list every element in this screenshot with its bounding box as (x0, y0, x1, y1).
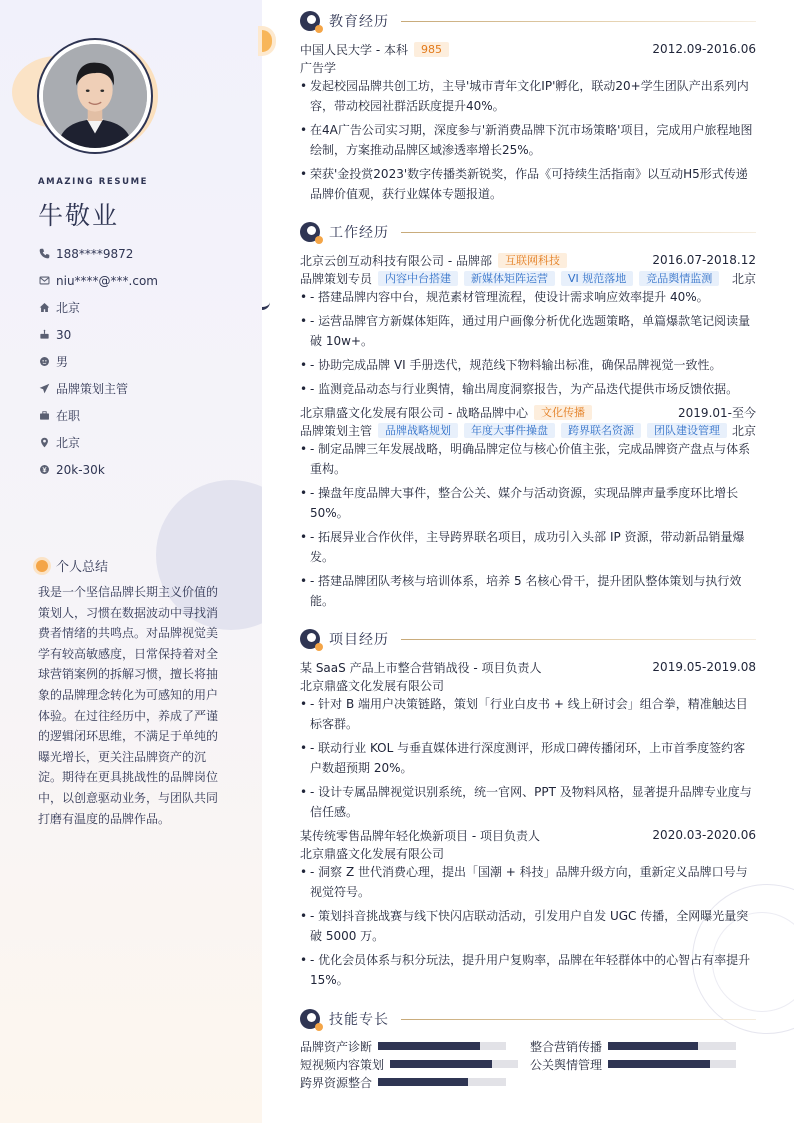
hometown-text: 北京 (56, 301, 81, 315)
project-date: 2020.03-2020.06 (652, 828, 756, 842)
job-skill-tag: 竞品舆情监测 (639, 271, 719, 286)
info-email (38, 267, 158, 294)
list-item: • 荣获'金投赏2023'数字传播类新锐奖，作品《可持续生活指南》以互动H5形式传递品牌价值观，获行业媒体专题报道。 (300, 164, 756, 204)
list-item: • - 优化会员体系与积分玩法，提升用户复购率，品牌在年轻群体中的心智占有率提升 15%。 (300, 950, 756, 990)
skill-fill (608, 1060, 710, 1068)
skill-item (300, 1073, 506, 1091)
skill-fill (378, 1042, 480, 1050)
job-role-row (300, 421, 756, 439)
skill-name: 整合营销传播 (530, 1039, 603, 1054)
job-role: 品牌策划专员 (300, 271, 373, 286)
skill-bar (608, 1060, 736, 1068)
skill-item (300, 1055, 518, 1073)
job-city: 北京 (731, 271, 756, 286)
education-row (300, 40, 756, 58)
home-icon (38, 302, 50, 314)
summary-text: 我是一个坚信品牌长期主义价值的策划人，习惯在数据波动中寻找消费者情绪的共鸣点。对品牌视觉美学有较高敏感度，日常保持着对全球营销案例的拆解习惯，擅长将抽象的品牌理念转化为可感知的用户体验。在过往经历中，养成了严谨的逻辑闭环思维，不满足于单纯的曝光增长，更关注品牌资产的沉淀。期待在更具挑战性的品牌岗位中，以创意驱动业务，与团队共同打磨有温度的品牌作品。 (38, 585, 219, 826)
education-bullets (300, 76, 756, 208)
location-text: 北京 (56, 436, 81, 450)
list-item: • - 洞察 Z 世代消费心理，提出「国潮 + 科技」品牌升级方向，重新定义品牌口号与视觉符号。 (300, 862, 756, 902)
projects-section-header (300, 629, 756, 649)
avatar (43, 44, 147, 148)
list-item: • - 策划抖音挑战赛与线下快闪店联动活动，引发用户自发 UGC 传播，全网曝光量突破 5000 万。 (300, 906, 756, 946)
send-icon (38, 383, 50, 395)
project-row (300, 658, 756, 676)
list-item: • - 拓展异业合作伙伴，主导跨界联名项目，成功引入头部 IP 资源，带动新品销量爆发。 (300, 527, 756, 567)
mail-icon (38, 275, 50, 287)
project-date: 2019.05-2019.08 (652, 660, 756, 674)
list-item: • - 监测竞品动态与行业舆情，输出周度洞察报告，为产品迭代提供市场反馈依据。 (300, 379, 756, 399)
list-item: • - 制定品牌三年发展战略，明确品牌定位与核心价值主张，完成品牌资产盘点与体系重构。 (300, 439, 756, 479)
skill-item (530, 1055, 736, 1073)
status-text: 在职 (56, 409, 81, 423)
school-name: 中国人民大学 - 本科 (300, 42, 408, 57)
skill-fill (608, 1042, 698, 1050)
project-org: 北京鼎盛文化发展有限公司 (300, 679, 445, 693)
job-row (300, 403, 756, 421)
job-role: 品牌策划主管 (300, 423, 373, 438)
skills-title: 技能专长 (329, 1012, 389, 1028)
contact-info-list (38, 240, 158, 483)
phone-text: 188****9872 (56, 246, 134, 261)
gender-text: 男 (56, 355, 69, 369)
list-item: • - 搭建品牌团队考核与培训体系，培养 5 名核心骨干，提升团队整体策划与执行效能。 (300, 571, 756, 611)
skill-fill (390, 1060, 492, 1068)
decor-orange-half-circle (262, 30, 272, 52)
list-item: • - 联动行业 KOL 与垂直媒体进行深度测评，形成口碑传播闭环，上市首季度签约客户数超预期 20%。 (300, 738, 756, 778)
list-item: • - 运营品牌官方新媒体矩阵，通过用户画像分析优化选题策略，单篇爆款笔记阅读量破 10w+。 (300, 311, 756, 351)
job-city: 北京 (731, 423, 756, 438)
project-bullets (300, 694, 756, 826)
school-tag: 985 (414, 42, 449, 57)
location-icon (38, 437, 50, 449)
skill-bar (390, 1060, 518, 1068)
decor-navy-arc (262, 296, 270, 310)
list-item: • 发起校园品牌共创工坊，主导'城市青年文化IP'孵化，联动20+学生团队产出系列内容，带动校园社群活跃度提升40%。 (300, 76, 756, 116)
candidate-name: 牛敬业 (38, 201, 120, 230)
section-badge-icon (300, 629, 320, 649)
job-date: 2016.07-2018.12 (652, 253, 756, 267)
skill-bar (378, 1078, 506, 1086)
job-date: 2019.01-至今 (678, 405, 756, 420)
list-item: • 在4A广告公司实习期，深度参与'新消费品牌下沉市场策略'项目，完成用户旅程地图绘制，方案推动品牌区域渗透率增长25%。 (300, 120, 756, 160)
skill-name: 短视频内容策划 (300, 1057, 385, 1072)
job-industry-tag: 互联网科技 (498, 253, 567, 268)
gender-icon (38, 356, 50, 368)
info-gender (38, 348, 158, 375)
person-photo-icon (43, 44, 147, 148)
list-item: • - 针对 B 端用户决策链路，策划「行业白皮书 + 线上研讨会」组合拳，精准触达目标客群。 (300, 694, 756, 734)
summary-title-text: 个人总结 (56, 560, 109, 575)
skill-name: 品牌资产诊断 (300, 1039, 373, 1054)
project-name: 某传统零售品牌年轻化焕新项目 - 项目负责人 (300, 828, 540, 843)
job-bullets (300, 439, 756, 615)
position-text: 品牌策划主管 (56, 382, 129, 396)
skill-name: 公关舆情管理 (530, 1057, 603, 1072)
section-divider (401, 232, 756, 233)
list-item: • - 设计专属品牌视觉识别系统，统一官网、PPT 及物料风格，显著提升品牌专业度与信任感。 (300, 782, 756, 822)
info-location (38, 429, 158, 456)
info-salary (38, 456, 158, 483)
skill-item (530, 1037, 736, 1055)
info-position (38, 375, 158, 402)
section-divider (401, 21, 756, 22)
job-company: 北京云创互动科技有限公司 - 品牌部 (300, 253, 492, 268)
skill-bar (608, 1042, 736, 1050)
info-status (38, 402, 158, 429)
education-title: 教育经历 (329, 14, 389, 30)
skill-item (300, 1037, 506, 1055)
skill-name: 跨界资源整合 (300, 1075, 373, 1090)
briefcase-icon (38, 410, 50, 422)
resume-brand-label: AMAZING RESUME (38, 177, 149, 187)
job-role-row (300, 269, 756, 287)
summary-dot-icon (36, 560, 48, 572)
job-row (300, 251, 756, 269)
project-name: 某 SaaS 产品上市整合营销战役 - 项目负责人 (300, 660, 542, 675)
job-skill-tag: VI 规范落地 (561, 271, 633, 286)
list-item: • - 操盘年度品牌大事件，整合公关、媒介与活动资源，实现品牌声量季度环比增长 50%。 (300, 483, 756, 523)
section-divider (401, 1019, 756, 1020)
info-age (38, 321, 158, 348)
skill-bar (378, 1042, 506, 1050)
project-org: 北京鼎盛文化发展有限公司 (300, 847, 445, 861)
job-bullets (300, 287, 756, 403)
email-text: niu****@***.com (56, 273, 158, 288)
work-section-header (300, 222, 756, 242)
job-industry-tag: 文化传播 (534, 405, 592, 420)
education-section-header (300, 11, 756, 31)
salary-text: 20k-30k (56, 462, 105, 477)
info-hometown (38, 294, 158, 321)
projects-title: 项目经历 (329, 632, 389, 648)
section-badge-icon (300, 1009, 320, 1029)
phone-icon (38, 248, 50, 260)
skill-fill (378, 1078, 468, 1086)
job-skill-tag: 品牌战略规划 (378, 423, 458, 438)
project-bullets (300, 862, 756, 994)
job-skill-tag: 新媒体矩阵运营 (464, 271, 555, 286)
work-title: 工作经历 (329, 225, 389, 241)
section-badge-icon (300, 222, 320, 242)
skills-section-header (300, 1009, 756, 1029)
job-skill-tag: 内容中台搭建 (378, 271, 458, 286)
cake-icon (38, 329, 50, 341)
education-major: 广告学 (300, 61, 337, 75)
section-divider (401, 639, 756, 640)
sidebar (0, 0, 262, 1123)
job-company: 北京鼎盛文化发展有限公司 - 战略品牌中心 (300, 405, 528, 420)
job-skill-tag: 跨界联名资源 (561, 423, 641, 438)
info-phone (38, 240, 158, 267)
project-row (300, 826, 756, 844)
summary-heading (36, 556, 108, 575)
avatar-frame (37, 38, 153, 154)
education-date: 2012.09-2016.06 (652, 42, 756, 56)
list-item: • - 搭建品牌内容中台，规范素材管理流程，使设计需求响应效率提升 40%。 (300, 287, 756, 307)
list-item: • - 协助完成品牌 VI 手册迭代，规范线下物料输出标准，确保品牌视觉一致性。 (300, 355, 756, 375)
section-badge-icon (300, 11, 320, 31)
age-text: 30 (56, 327, 72, 342)
salary-icon (38, 464, 50, 476)
job-skill-tag: 年度大事件操盘 (464, 423, 555, 438)
job-skill-tag: 团队建设管理 (647, 423, 727, 438)
